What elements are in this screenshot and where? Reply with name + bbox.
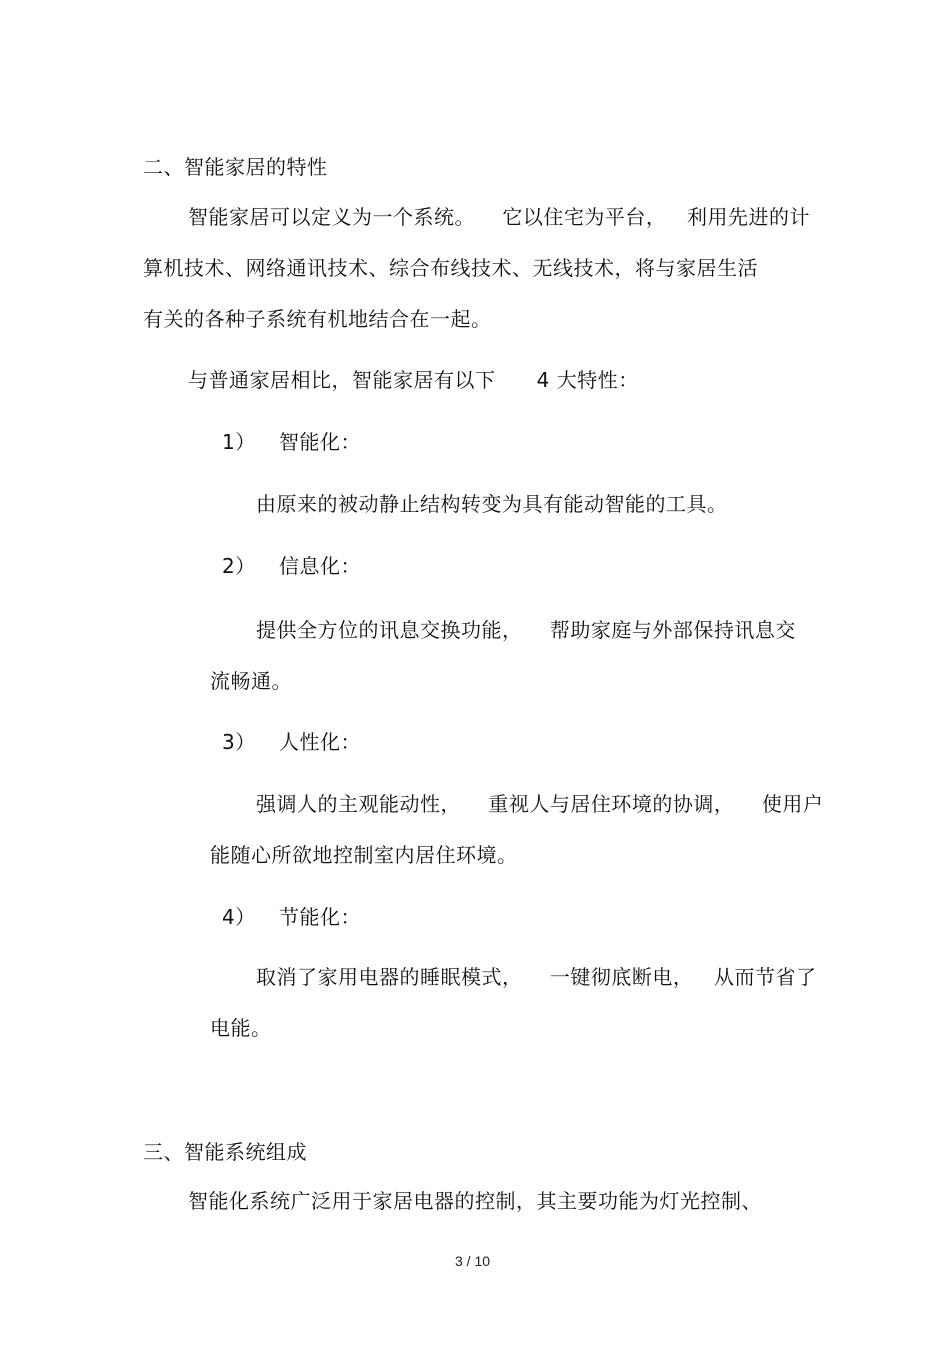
feature-1-desc-line-1: 由原来的被动静止结构转变为具有能动智能的工具。 — [256, 492, 728, 516]
feature-3-desc-line-1: 强调人的主观能动性， 重视人与居住环境的协调， 使用户 — [256, 792, 824, 816]
intro-line-1: 智能家居可以定义为一个系统。 它以住宅为平台， 利用先进的计 — [188, 205, 811, 229]
page-indicator: 3 / 10 — [455, 1253, 491, 1269]
feature-4-desc-line-1: 取消了家用电器的睡眠模式， 一键彻底断电， 从而节省了 — [256, 965, 817, 989]
feature-3-title: 人性化： — [279, 730, 361, 754]
feature-4-desc-line-2: 电能。 — [210, 1016, 272, 1040]
features-intro: 与普通家居相比，智能家居有以下 4 大特性： — [188, 368, 639, 392]
feature-2-number: 2） — [222, 554, 256, 578]
feature-4-title: 节能化： — [279, 905, 361, 929]
feature-1-title: 智能化： — [279, 430, 361, 454]
section-3-first-line: 智能化系统广泛用于家居电器的控制，其主要功能为灯光控制、 — [188, 1189, 762, 1213]
feature-1-number: 1） — [222, 430, 256, 454]
section-2-heading: 二、智能家居的特性 — [143, 155, 328, 179]
feature-4-number: 4） — [222, 905, 256, 929]
feature-3-number: 3） — [222, 730, 256, 754]
intro-line-3: 有关的各种子系统有机地结合在一起。 — [143, 307, 492, 331]
feature-3-desc-line-2: 能随心所欲地控制室内居住环境。 — [210, 843, 518, 867]
feature-2-title: 信息化： — [279, 554, 361, 578]
intro-line-2: 算机技术、网络通讯技术、综合布线技术、无线技术，将与家居生活 — [143, 256, 758, 280]
feature-2-desc-line-2: 流畅通。 — [210, 669, 292, 693]
feature-2-desc-line-1: 提供全方位的讯息交换功能， 帮助家庭与外部保持讯息交 — [256, 618, 796, 642]
section-3-heading: 三、智能系统组成 — [143, 1140, 307, 1164]
